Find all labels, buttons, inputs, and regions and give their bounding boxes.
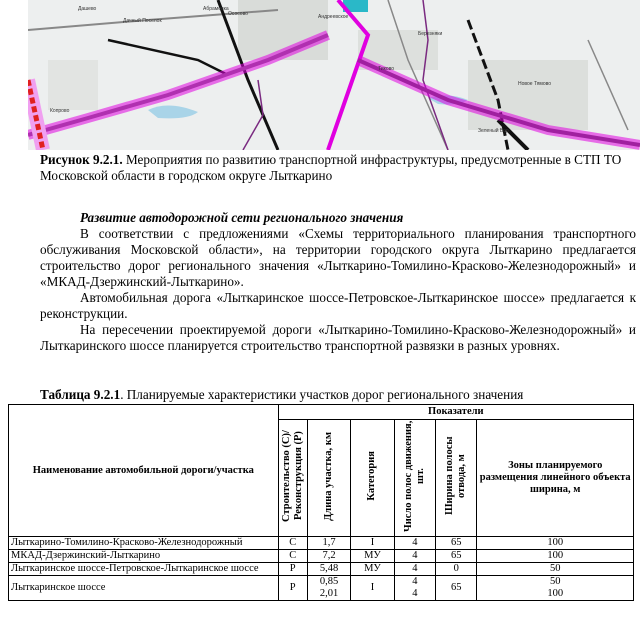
map-label: Дачный Поселок: [123, 18, 162, 24]
cell-zones: 100: [477, 537, 634, 550]
map-label: Новое Тямово: [518, 81, 552, 87]
cell-width: 65: [436, 576, 477, 601]
map-image: [28, 0, 640, 150]
map-label: Тиково: [378, 66, 395, 72]
cell-zones: 50: [477, 563, 634, 576]
table-row: [9, 537, 634, 550]
table-row: [9, 576, 634, 601]
cell-category: МУ: [351, 563, 394, 576]
cell-length: 7,2: [307, 550, 350, 563]
cell-name: Лыткарино-Томилино-Красково-Железнодорожный: [9, 537, 279, 550]
cell-type: С: [278, 550, 307, 563]
cell-name: МКАД-Дзержинский-Лыткарино: [9, 550, 279, 563]
map-label: Андреевское: [318, 14, 349, 20]
cell-type: Р: [278, 576, 307, 601]
cell-category: I: [351, 576, 394, 601]
map-label: Копрово: [50, 108, 70, 114]
cell-lanes: 4: [394, 563, 435, 576]
map-label: Березняки: [418, 31, 443, 37]
cell-lanes: 4: [394, 537, 435, 550]
header-category: Категория: [351, 420, 394, 537]
cell-lanes: 4: [394, 550, 435, 563]
map-label: Зеленый Бор: [478, 128, 509, 134]
cell-length: 1,7: [307, 537, 350, 550]
cell-name: Лыткаринское шоссе-Петровское-Лыткаринское шоссе: [9, 563, 279, 576]
header-group: Показатели: [278, 405, 633, 420]
section-paragraph: Автомобильная дорога «Лыткаринское шоссе-Петровское-Лыткаринское шоссе» предлагается к реконструкции.: [40, 290, 636, 321]
table-row: [9, 550, 634, 563]
map-label: Дашево: [78, 6, 97, 12]
figure-caption: [40, 152, 636, 184]
cell-name: Лыткаринское шоссе: [9, 576, 279, 601]
header-name: Наименование автомобильной дороги/участка: [9, 405, 279, 537]
figure-number: Рисунок 9.2.1.: [40, 152, 123, 167]
table-title: . Планируемые характеристики участков дорог регионального значения: [120, 387, 524, 402]
header-lanes: Число полос движения, шт.: [394, 420, 435, 537]
table-row: [9, 563, 634, 576]
map-label: Абрамовка: [203, 6, 229, 12]
cell-type: Р: [278, 563, 307, 576]
cell-category: МУ: [351, 550, 394, 563]
cell-length: 5,48: [307, 563, 350, 576]
cell-type: С: [278, 537, 307, 550]
figure-text: Мероприятия по развитию транспортной инфраструктуры, предусмотренные в СТП ТО Московской области в городском округе Лыткарино: [40, 152, 622, 183]
cell-width: 65: [436, 537, 477, 550]
header-length: Длина участка, км: [307, 420, 350, 537]
map-label: Ососово: [228, 11, 248, 17]
cell-lanes: 4 4: [394, 576, 435, 601]
cell-width: 65: [436, 550, 477, 563]
header-zones: Зоны планируемого размещения линейного объекта ширина, м: [477, 420, 634, 537]
roads-table: [8, 404, 634, 601]
cell-zones: 100: [477, 550, 634, 563]
cell-length: 0,85 2,01: [307, 576, 350, 601]
section-paragraph: На пересечении проектируемой дороги «Лыткарино-Томилино-Красково-Железнодорожный» и Лыткаринского шоссе планируется строительство транспортной развязки в разных уровнях.: [40, 322, 636, 353]
cell-zones: 50 100: [477, 576, 634, 601]
header-type: Строительство (С)/ Реконструкция (Р): [278, 420, 307, 537]
section-body: [40, 210, 636, 354]
section-paragraph: В соответствии с предложениями «Схемы территориального планирования транспортного обслуживания Московской области», на территории городского округа Лыткарино предлагается строительство дорог регионального значения «Лыткарино-Томилино-Красково-Железнодорожный» и «МКАД-Дзержинский-Лыткарино».: [40, 226, 636, 289]
header-width: Ширина полосы отвода, м: [436, 420, 477, 537]
table-caption: [40, 387, 636, 403]
table-number: Таблица 9.2.1: [40, 387, 121, 402]
cell-width: 0: [436, 563, 477, 576]
cell-category: I: [351, 537, 394, 550]
section-heading: Развитие автодорожной сети регионального значения: [80, 210, 404, 225]
